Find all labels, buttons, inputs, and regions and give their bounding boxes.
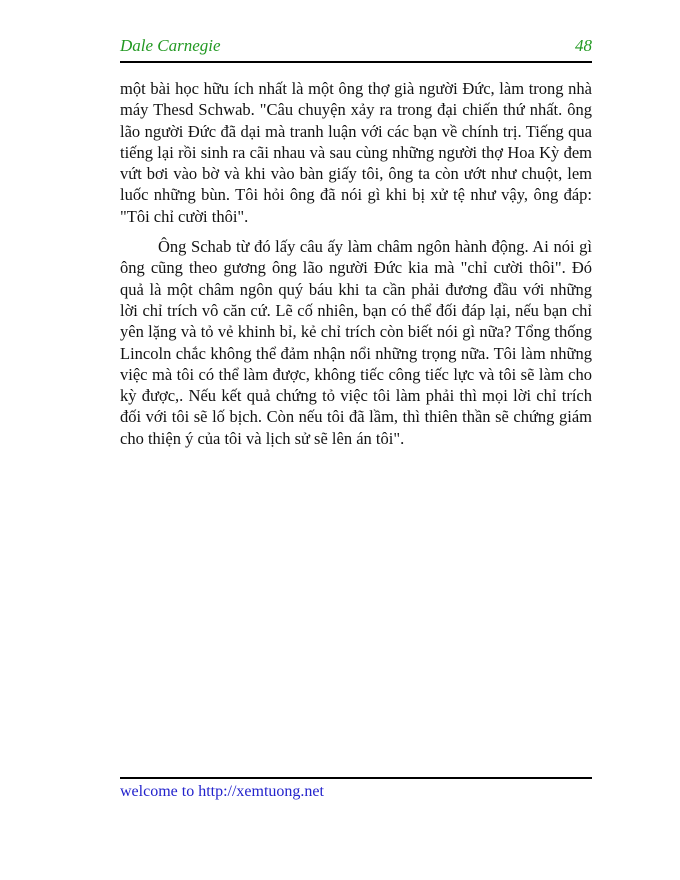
page-header bbox=[120, 36, 592, 61]
header-author: Dale Carnegie bbox=[120, 36, 221, 55]
page-body bbox=[120, 78, 592, 449]
page-footer bbox=[120, 777, 592, 802]
footer-rule bbox=[120, 777, 592, 779]
footer-link[interactable]: welcome to http://xemtuong.net bbox=[120, 783, 324, 800]
page-number: 48 bbox=[575, 36, 592, 55]
body-paragraph: một bài học hữu ích nhất là một ông thợ già người Đức, làm trong nhà máy Thesd Schwab. "Câu chuyện xảy ra trong đại chiến thứ nhất. ông lão người Đức đã dại mà tranh luận với các bạn về chính trị. Tiếng qua tiếng lại rồi sinh ra cãi nhau và sau cùng những người thợ Hoa Kỳ đem vứt bơi vào bờ và khi vào bàn giấy tôi, ông ta còn ướt như chuột, lem luốc những bùn. Tôi hỏi ông đã nói gì khi bị xử tệ như vậy, ông đáp: "Tôi chỉ cười thôi". bbox=[120, 79, 592, 226]
header-rule bbox=[120, 61, 592, 63]
body-paragraph: Ông Schab từ đó lấy câu ấy làm châm ngôn hành động. Ai nói gì ông cũng theo gương ông lão người Đức kia mà "chỉ cười thôi". Đó quả là một châm ngôn quý báu khi ta cần phải đương đầu với những lời chỉ trích vô căn cứ. Lẽ cố nhiên, bạn có thể đối đáp lại, nếu bạn chỉ yên lặng và tỏ vẻ khinh bỉ, kẻ chỉ trích còn biết nói gì nữa? Tổng thống Lincoln chắc không thể đảm nhận nổi những trọng nữa. Tôi làm những việc mà tôi có thể làm được, không tiếc công tiếc lực và tôi sẽ làm cho kỳ được,. Nếu kết quả chứng tỏ việc tôi làm phải thì mọi lời chỉ trích đối với tôi sẽ lố bịch. Còn nếu tôi đã lầm, thì thiên thần sẽ chứng giám cho thiện ý của tôi và lịch sử sẽ lên án tôi". bbox=[120, 237, 592, 448]
page-content bbox=[120, 36, 592, 449]
